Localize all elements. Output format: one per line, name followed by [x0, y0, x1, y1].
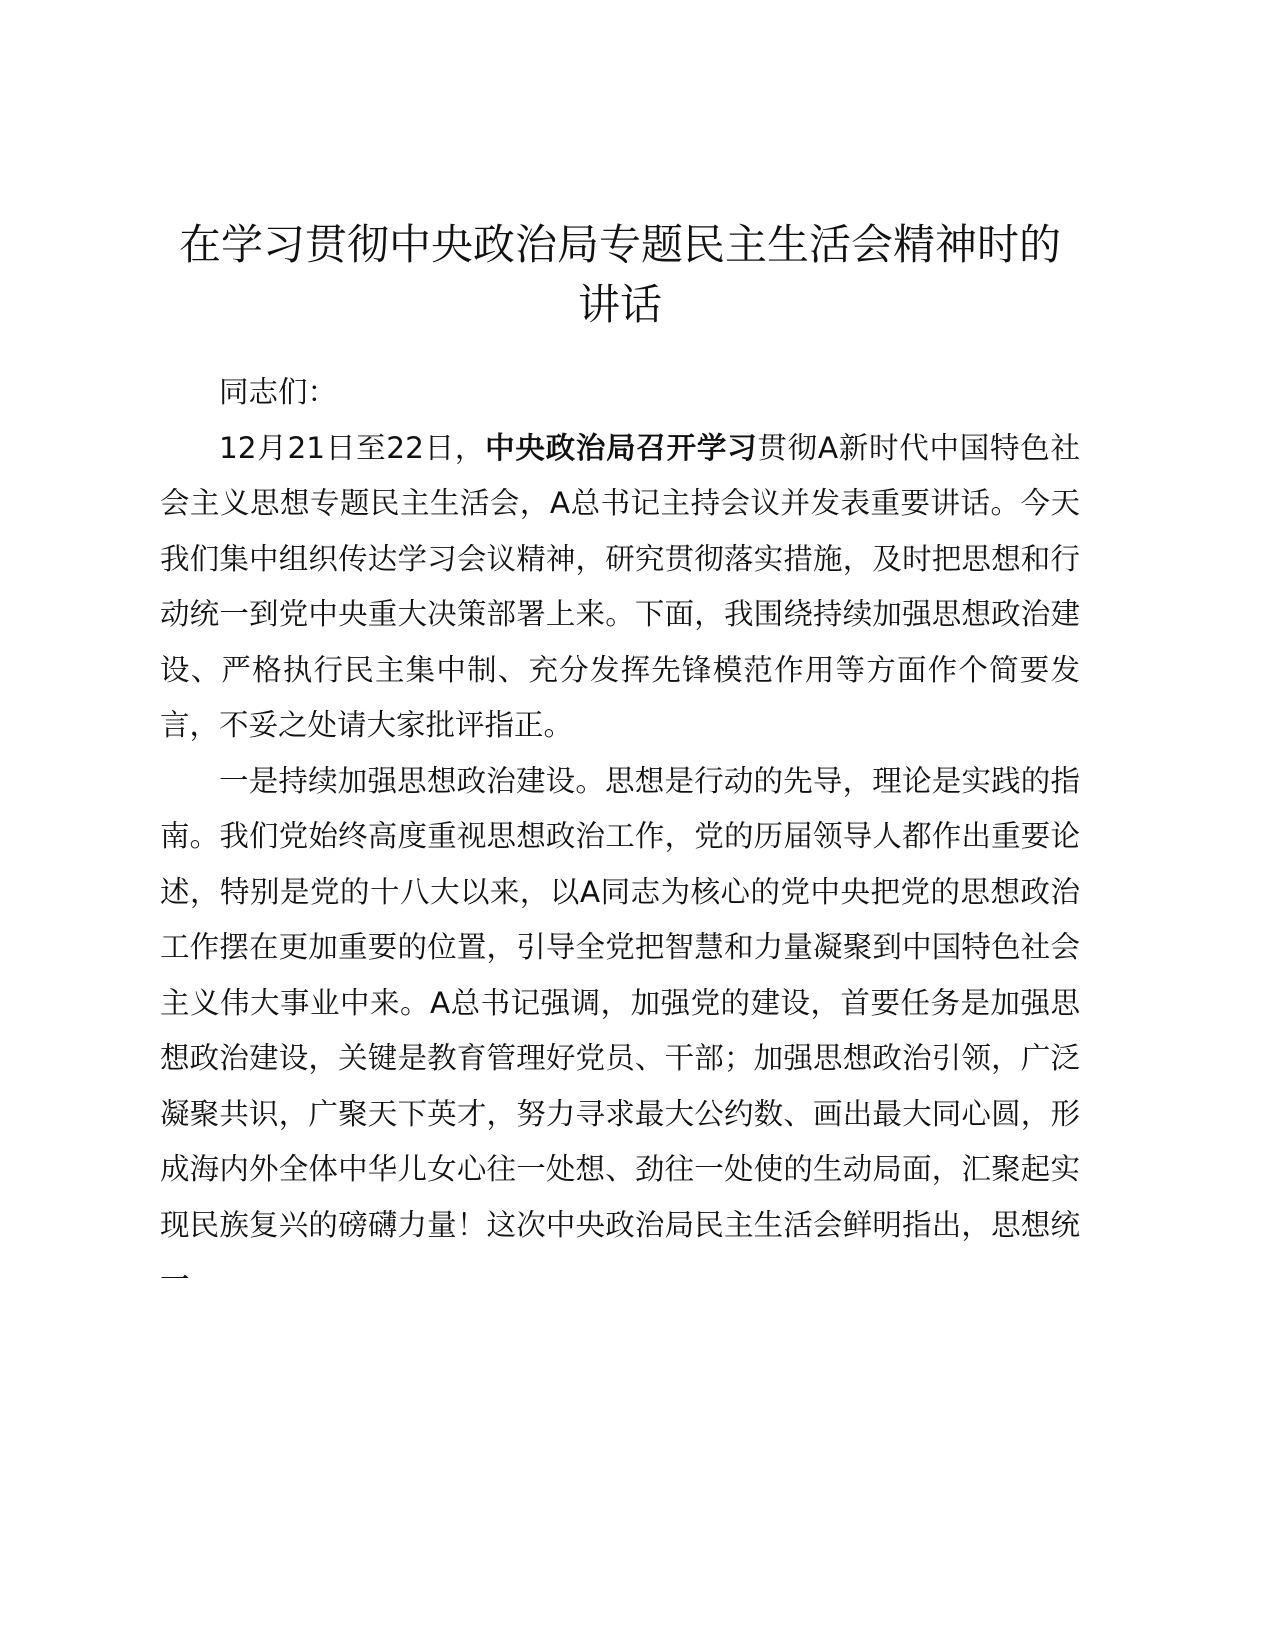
paragraph-1-date: 12月21日至22日， — [219, 430, 486, 465]
paragraph-1-bold-lead: 中央政治局召开学习 — [485, 430, 758, 465]
document-title: 在学习贯彻中央政治局专题民主生活会精神时的讲话 — [178, 220, 1061, 329]
document-page — [160, 215, 1080, 1309]
paragraph-2: 一是持续加强思想政治建设。思想是行动的先导，理论是实践的指南。我们党始终高度重视思想政治工作，党的历届领导人都作出重要论述，特别是党的十八大以来，以A同志为核心的党中央把党的思想政治工作摆在更加重要的位置，引导全党把智慧和力量凝聚到中国特色社会主义伟大事业中来。A总书记强调，加强党的建设，首要任务是加强思想政治建设，关键是教育管理好党员、干部；加强思想政治引领，广泛凝聚共识，广聚天下英才，努力寻求最大公约数、画出最大同心圆，形成海内外全体中华儿女心往一处想、劲往一处使的生动局面，汇聚起实现民族复兴的磅礴力量！这次中央政治局民主生活会鲜明指出，思想统一 — [160, 763, 1080, 1297]
salutation: 同志们： — [219, 375, 338, 409]
paragraph-1 — [160, 421, 1080, 754]
paragraph-1-body: 贯彻A新时代中国特色社会主义思想专题民主生活会，A总书记主持会议并发表重要讲话。今天我们集中组织传达学习会议精神，研究贯彻落实措施，及时把思想和行动统一到党中央重大决策部署上来。下面，我围绕持续加强思想政治建设、严格执行民主集中制、充分发挥先锋模范作用等方面作个简要发言，不妥之处请大家批评指正。 — [160, 430, 1080, 742]
